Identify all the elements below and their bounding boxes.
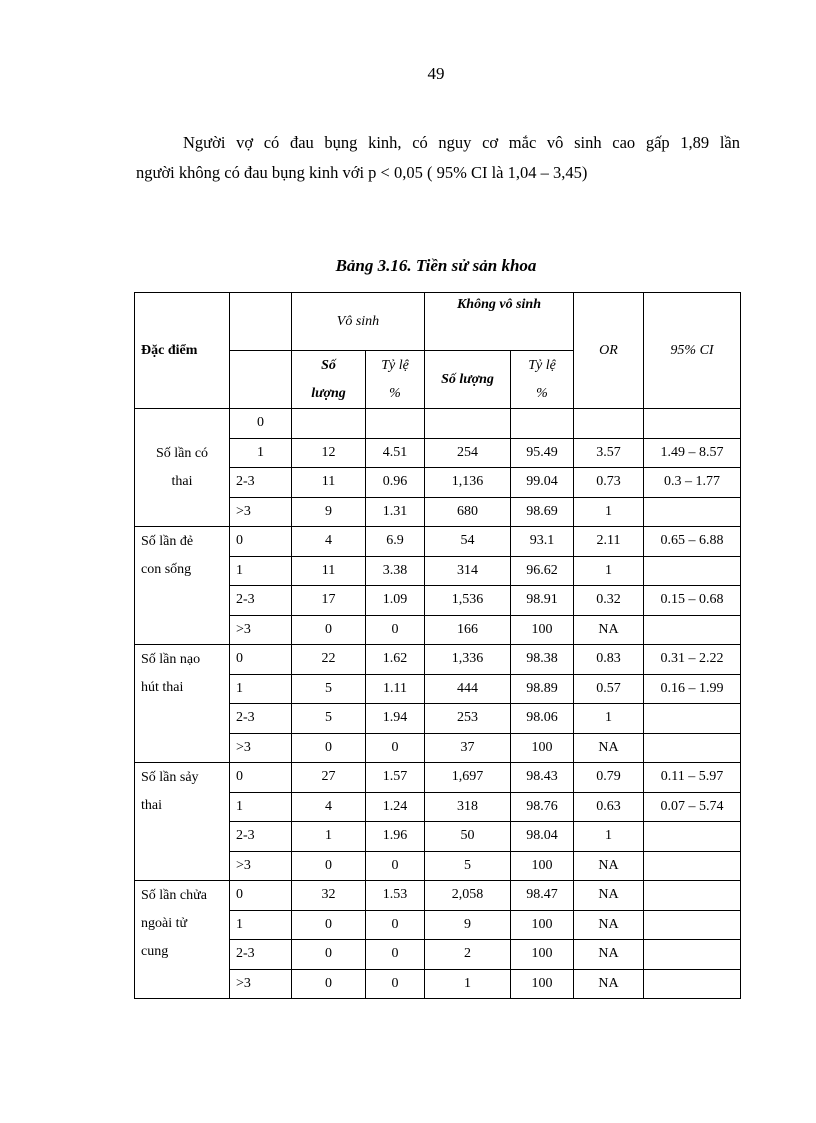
not-infertile-count-cell: 1	[425, 969, 511, 999]
header-count-infertile	[292, 351, 366, 409]
not-infertile-rate-cell: 98.47	[511, 881, 574, 911]
not-infertile-rate-cell: 95.49	[511, 438, 574, 468]
infertile-count-cell: 12	[292, 438, 366, 468]
or-cell: NA	[574, 969, 644, 999]
ci-cell	[644, 733, 741, 763]
not-infertile-count-cell: 9	[425, 910, 511, 940]
group-label	[135, 881, 230, 999]
level-cell: 0	[230, 527, 292, 557]
level-cell: >3	[230, 851, 292, 881]
not-infertile-rate-cell: 96.62	[511, 556, 574, 586]
level-cell: 1	[230, 792, 292, 822]
paragraph-line-2: người không có đau bụng kinh với p < 0,05 ( 95% CI là 1,04 – 3,45)	[136, 163, 588, 182]
group-label-line: hút thai	[141, 680, 184, 695]
level-cell: >3	[230, 615, 292, 645]
or-cell: 0.63	[574, 792, 644, 822]
not-infertile-rate-cell: 98.89	[511, 674, 574, 704]
infertile-count-cell: 27	[292, 763, 366, 793]
group-label	[135, 527, 230, 645]
or-cell: NA	[574, 881, 644, 911]
not-infertile-count-cell: 253	[425, 704, 511, 734]
header-not-infertile: Không vô sinh	[425, 293, 574, 351]
header-rate-line2: %	[389, 385, 401, 401]
level-cell: 2-3	[230, 940, 292, 970]
infertile-rate-cell: 1.53	[366, 881, 425, 911]
not-infertile-count-cell: 50	[425, 822, 511, 852]
not-infertile-count-cell	[425, 409, 511, 439]
infertile-rate-cell: 0	[366, 910, 425, 940]
or-cell: 1	[574, 822, 644, 852]
infertile-rate-cell: 0	[366, 969, 425, 999]
not-infertile-rate-cell: 98.69	[511, 497, 574, 527]
or-cell: NA	[574, 940, 644, 970]
or-cell: 0.57	[574, 674, 644, 704]
ci-cell: 0.65 – 6.88	[644, 527, 741, 557]
infertile-count-cell: 17	[292, 586, 366, 616]
group-label-line: Số lần sảy	[141, 770, 199, 785]
ci-cell	[644, 615, 741, 645]
not-infertile-count-cell: 37	[425, 733, 511, 763]
not-infertile-count-cell: 2,058	[425, 881, 511, 911]
not-infertile-count-cell: 1,536	[425, 586, 511, 616]
infertile-rate-cell: 1.11	[366, 674, 425, 704]
not-infertile-count-cell: 1,336	[425, 645, 511, 675]
or-cell: 3.57	[574, 438, 644, 468]
infertile-count-cell: 11	[292, 556, 366, 586]
or-cell: NA	[574, 615, 644, 645]
not-infertile-rate-cell: 100	[511, 851, 574, 881]
infertile-count-cell: 0	[292, 615, 366, 645]
table-caption: Bảng 3.16. Tiền sử sản khoa	[335, 256, 537, 275]
ci-cell	[644, 822, 741, 852]
ci-cell	[644, 851, 741, 881]
not-infertile-rate-cell: 98.43	[511, 763, 574, 793]
level-cell: 1	[230, 556, 292, 586]
ci-cell: 1.49 – 8.57	[644, 438, 741, 468]
ci-cell	[644, 704, 741, 734]
not-infertile-count-cell: 166	[425, 615, 511, 645]
or-cell	[574, 409, 644, 439]
not-infertile-count-cell: 314	[425, 556, 511, 586]
infertile-rate-cell: 1.09	[366, 586, 425, 616]
obstetric-history-table	[134, 292, 741, 999]
not-infertile-rate-cell	[511, 409, 574, 439]
group-label	[135, 763, 230, 881]
group-label-line: con sống	[141, 562, 192, 577]
not-infertile-rate-cell: 98.06	[511, 704, 574, 734]
ci-cell	[644, 940, 741, 970]
group-label	[135, 409, 230, 527]
not-infertile-count-cell: 5	[425, 851, 511, 881]
not-infertile-rate-cell: 98.38	[511, 645, 574, 675]
infertile-rate-cell: 0	[366, 940, 425, 970]
infertile-rate-cell: 1.62	[366, 645, 425, 675]
not-infertile-count-cell: 1,697	[425, 763, 511, 793]
ci-cell: 0.15 – 0.68	[644, 586, 741, 616]
ci-cell: 0.11 – 5.97	[644, 763, 741, 793]
ci-cell: 0.3 – 1.77	[644, 468, 741, 498]
ci-cell	[644, 556, 741, 586]
not-infertile-count-cell: 54	[425, 527, 511, 557]
not-infertile-count-cell: 254	[425, 438, 511, 468]
infertile-rate-cell: 0	[366, 733, 425, 763]
table-row	[135, 527, 741, 557]
infertile-count-cell	[292, 409, 366, 439]
header-count-line2: lượng	[311, 385, 346, 401]
table-row	[135, 645, 741, 675]
or-cell: 0.83	[574, 645, 644, 675]
table-body	[135, 409, 741, 999]
infertile-count-cell: 0	[292, 733, 366, 763]
infertile-count-cell: 1	[292, 822, 366, 852]
ci-cell	[644, 969, 741, 999]
infertile-count-cell: 4	[292, 792, 366, 822]
header-blank-2	[230, 351, 292, 409]
level-cell: 1	[230, 674, 292, 704]
header-or: OR	[574, 293, 644, 409]
or-cell: 1	[574, 704, 644, 734]
level-cell: >3	[230, 733, 292, 763]
header-rate-line1: Tỷ lệ	[528, 357, 556, 373]
group-label-line: Số lần chửa	[141, 888, 207, 903]
ci-cell	[644, 910, 741, 940]
not-infertile-rate-cell: 99.04	[511, 468, 574, 498]
group-label-line: thai	[141, 798, 162, 813]
group-label	[135, 645, 230, 763]
not-infertile-count-cell: 2	[425, 940, 511, 970]
level-cell: 1	[230, 910, 292, 940]
not-infertile-rate-cell: 100	[511, 940, 574, 970]
level-cell: >3	[230, 497, 292, 527]
or-cell: NA	[574, 733, 644, 763]
group-label-line: ngoài tử	[141, 916, 188, 931]
or-cell: 0.73	[574, 468, 644, 498]
infertile-rate-cell: 4.51	[366, 438, 425, 468]
infertile-rate-cell: 6.9	[366, 527, 425, 557]
level-cell: 2-3	[230, 468, 292, 498]
ci-cell: 0.16 – 1.99	[644, 674, 741, 704]
not-infertile-count-cell: 444	[425, 674, 511, 704]
level-cell: 0	[230, 645, 292, 675]
infertile-count-cell: 4	[292, 527, 366, 557]
group-label-line: Số lần có	[155, 446, 209, 461]
header-infertile: Vô sinh	[292, 293, 425, 351]
level-cell: 0	[230, 409, 292, 439]
not-infertile-rate-cell: 100	[511, 733, 574, 763]
header-characteristic: Đặc điểm	[135, 293, 230, 409]
infertile-rate-cell: 3.38	[366, 556, 425, 586]
not-infertile-count-cell: 318	[425, 792, 511, 822]
infertile-count-cell: 0	[292, 969, 366, 999]
ci-cell: 0.07 – 5.74	[644, 792, 741, 822]
or-cell: 0.79	[574, 763, 644, 793]
ci-cell: 0.31 – 2.22	[644, 645, 741, 675]
group-label-line: cung	[141, 944, 169, 959]
group-label-line: Số lần đẻ	[141, 534, 194, 549]
infertile-count-cell: 5	[292, 704, 366, 734]
infertile-rate-cell: 1.24	[366, 792, 425, 822]
infertile-rate-cell: 0	[366, 851, 425, 881]
not-infertile-rate-cell: 100	[511, 969, 574, 999]
header-blank	[230, 293, 292, 351]
table-row	[135, 763, 741, 793]
infertile-count-cell: 9	[292, 497, 366, 527]
infertile-rate-cell: 1.31	[366, 497, 425, 527]
or-cell: 0.32	[574, 586, 644, 616]
infertile-rate-cell: 0	[366, 615, 425, 645]
infertile-count-cell: 0	[292, 851, 366, 881]
not-infertile-rate-cell: 98.04	[511, 822, 574, 852]
infertile-count-cell: 32	[292, 881, 366, 911]
ci-cell	[644, 497, 741, 527]
infertile-count-cell: 0	[292, 940, 366, 970]
header-count-line1: Số	[321, 357, 336, 373]
header-rate-line2: %	[536, 385, 548, 401]
table-row	[135, 409, 741, 439]
table-header	[135, 293, 741, 409]
paragraph-line-1: Người vợ có đau bụng kinh, có nguy cơ mắc vô sinh cao gấp 1,89 lần	[183, 133, 740, 152]
header-rate-not-infertile	[511, 351, 574, 409]
or-cell: NA	[574, 910, 644, 940]
infertile-count-cell: 11	[292, 468, 366, 498]
level-cell: 2-3	[230, 704, 292, 734]
ci-cell	[644, 409, 741, 439]
infertile-rate-cell: 0.96	[366, 468, 425, 498]
header-rate-line1: Tỷ lệ	[381, 357, 409, 373]
body-paragraph	[136, 128, 740, 188]
level-cell: 0	[230, 881, 292, 911]
or-cell: NA	[574, 851, 644, 881]
or-cell: 2.11	[574, 527, 644, 557]
level-cell: >3	[230, 969, 292, 999]
not-infertile-rate-cell: 93.1	[511, 527, 574, 557]
level-cell: 0	[230, 763, 292, 793]
not-infertile-count-cell: 1,136	[425, 468, 511, 498]
infertile-rate-cell	[366, 409, 425, 439]
not-infertile-rate-cell: 100	[511, 615, 574, 645]
level-cell: 2-3	[230, 586, 292, 616]
infertile-count-cell: 22	[292, 645, 366, 675]
not-infertile-rate-cell: 100	[511, 910, 574, 940]
or-cell: 1	[574, 497, 644, 527]
infertile-count-cell: 0	[292, 910, 366, 940]
header-count-not-infertile: Số lượng	[425, 351, 511, 409]
group-label-line: thai	[171, 474, 193, 489]
or-cell: 1	[574, 556, 644, 586]
ci-cell	[644, 881, 741, 911]
level-cell: 1	[230, 438, 292, 468]
group-label-line: Số lần nạo	[141, 652, 201, 667]
page-number: 49	[427, 64, 445, 83]
infertile-rate-cell: 1.57	[366, 763, 425, 793]
not-infertile-rate-cell: 98.91	[511, 586, 574, 616]
header-ci: 95% CI	[644, 293, 741, 409]
level-cell: 2-3	[230, 822, 292, 852]
not-infertile-rate-cell: 98.76	[511, 792, 574, 822]
infertile-count-cell: 5	[292, 674, 366, 704]
infertile-rate-cell: 1.94	[366, 704, 425, 734]
header-rate-infertile	[366, 351, 425, 409]
table-row	[135, 881, 741, 911]
not-infertile-count-cell: 680	[425, 497, 511, 527]
infertile-rate-cell: 1.96	[366, 822, 425, 852]
